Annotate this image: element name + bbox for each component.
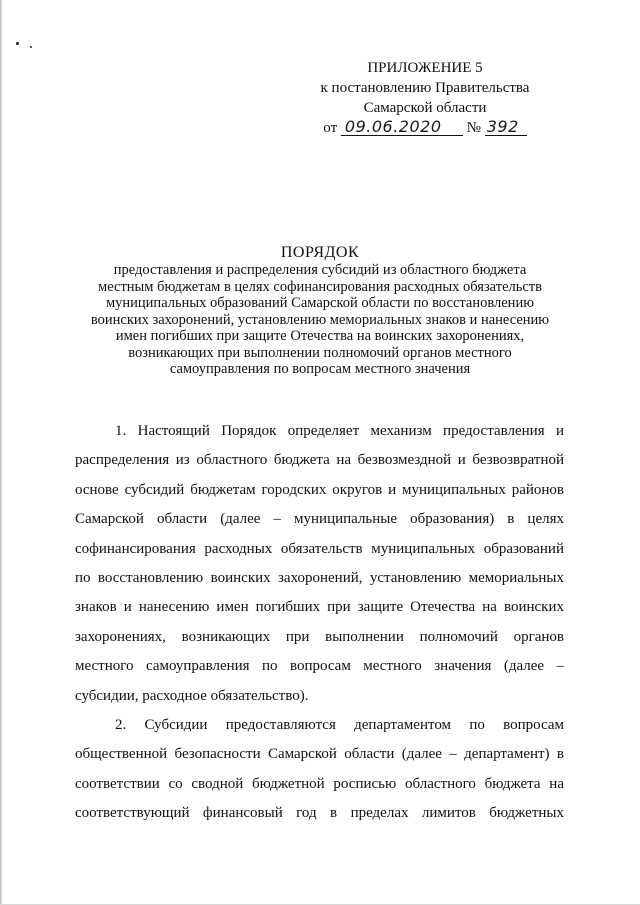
appendix-block [300, 58, 550, 138]
paragraph-line: распределения из областного бюджета на безвозмездной и безвозвратной [75, 452, 564, 469]
document-body [75, 417, 564, 828]
document-subtitle [60, 262, 580, 378]
paragraph-line: по восстановлению воинских захоронений, установлению мемориальных [75, 569, 564, 586]
scan-edge [0, 0, 3, 905]
subtitle-line: возникающих при выполнении полномочий органов местного [128, 344, 512, 361]
paragraph-line: знаков и нанесению имен погибших при защите Отечества на воинских [75, 599, 564, 616]
paragraph-line: основе субсидий бюджетам городских округов и муниципальных районов [75, 481, 564, 498]
paragraph-1 [75, 417, 564, 711]
subtitle-line: предоставления и распределения субсидий из областного бюджета [113, 262, 527, 278]
paragraph-line: 2. Субсидии предоставляются департаментом по вопросам [115, 716, 564, 733]
subtitle-line: местным бюджетам в целях софинансирования расходных обязательств [98, 278, 542, 295]
appendix-heading: ПРИЛОЖЕНИЕ 5 [367, 60, 483, 76]
subtitle-line: имен погибших при защите Отечества на воинских захоронениях, [115, 328, 525, 344]
date-prefix: от [323, 120, 338, 136]
paragraph-line: общественной безопасности Самарской области (далее – департамент) в [75, 746, 564, 763]
appendix-date-line [300, 118, 550, 138]
paragraph-line: 1. Настоящий Порядок определяет механизм предоставления и [115, 423, 564, 439]
subtitle-line: воинских захоронений, установлению мемориальных знаков и нанесению [90, 311, 550, 328]
paragraph-line: местного самоуправления по вопросам местного значения (далее – [75, 658, 564, 675]
date-handwritten: 09.06.2020 [341, 119, 463, 136]
paragraph-line: субсидии, расходное обязательство). [75, 687, 309, 704]
subtitle-line: самоуправления по вопросам местного значения [169, 361, 471, 377]
subtitle-line: муниципальных образований Самарской области по восстановлению [105, 295, 535, 311]
appendix-line-2: Самарской области [363, 100, 487, 116]
paragraph-line: Самарской области (далее – муниципальные образования) в целях [75, 511, 564, 528]
paragraph-line: софинансирования расходных обязательств муниципальных образований [75, 540, 564, 557]
appendix-line-1: к постановлению Правительства [320, 80, 530, 96]
paragraph-2 [75, 711, 564, 829]
paragraph-line: захоронениях, возникающих при выполнении полномочий органов [75, 628, 564, 645]
paragraph-line: соответствующий финансовый год в пределах лимитов бюджетных [75, 805, 564, 822]
document-title: ПОРЯДОК [280, 244, 360, 261]
paragraph-line: соответствии со сводной бюджетной росписью областного бюджета на [75, 775, 564, 792]
scan-speck [16, 42, 19, 45]
number-handwritten: 392 [485, 119, 527, 136]
scan-speck [30, 46, 32, 48]
number-prefix: № [466, 120, 481, 136]
